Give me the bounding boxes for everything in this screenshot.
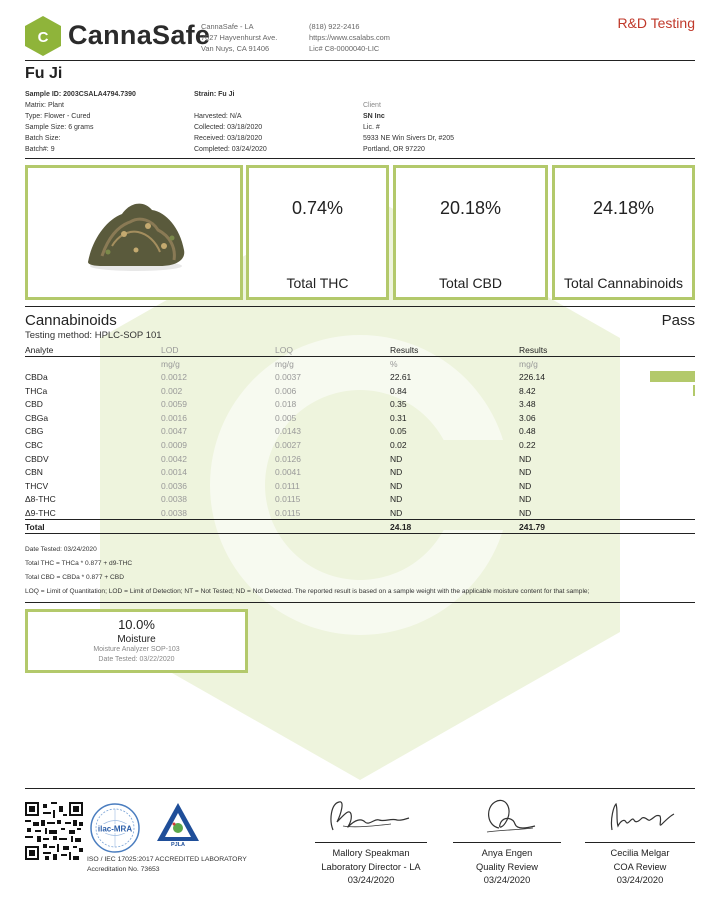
table-row <box>25 411 695 425</box>
table-total-row <box>25 520 695 534</box>
total-thc-box <box>246 165 389 300</box>
client-info: Client SN Inc Lic. # 5933 NE Win Sivers Dr, #205 Portland, OR 97220 <box>363 102 455 153</box>
total-mg: 241.79 <box>519 520 649 534</box>
cell-loq: 0.005 <box>275 412 297 423</box>
svg-text:PJLA: PJLA <box>170 842 186 847</box>
cell-lod: 0.0038 <box>161 507 187 518</box>
cell-pct: ND <box>390 467 403 478</box>
cell-lod: 0.0059 <box>161 399 187 410</box>
moisture-label: Moisture <box>117 634 156 645</box>
logo-letter: C <box>37 29 49 46</box>
qr-code-icon[interactable] <box>25 802 83 860</box>
cell-analyte: CBD <box>25 399 43 410</box>
cell-lod: 0.0042 <box>161 453 187 464</box>
table-row <box>25 397 695 411</box>
cell-lod: 0.0012 <box>161 371 187 382</box>
table-row <box>25 384 695 398</box>
cell-pct: ND <box>390 453 403 464</box>
sample-name: Fu Ji <box>25 65 63 82</box>
cell-loq: 0.0037 <box>275 371 301 382</box>
table-row <box>25 452 695 466</box>
table-units-row: mg/g mg/g % mg/g <box>161 358 538 369</box>
cell-loq: 0.0115 <box>275 507 301 518</box>
cell-analyte: CBDa <box>25 371 48 382</box>
lab-phone: (818) 922-2416 <box>309 22 360 31</box>
lab-contact <box>309 21 390 54</box>
moisture-value: 10.0% <box>118 617 155 632</box>
table-row <box>25 479 695 493</box>
accreditation-text: ISO / IEC 17025:2017 ACCREDITED LABORATORY Accreditation No. 73653 <box>87 856 247 873</box>
flower-photo-icon <box>78 190 194 276</box>
table-row <box>25 465 695 479</box>
cannasafe-logo-icon <box>25 16 61 56</box>
sample-photo-box <box>25 165 243 300</box>
table-row <box>25 493 695 507</box>
table-row <box>25 370 695 384</box>
info-divider <box>25 158 695 159</box>
cell-mg: ND <box>519 494 532 505</box>
cell-analyte: THCa <box>25 385 48 396</box>
header-divider <box>25 60 695 61</box>
cell-mg: 226.14 <box>519 371 545 382</box>
report-type: R&D Testing <box>617 15 695 31</box>
footer-divider <box>25 788 695 789</box>
signature-block-coa <box>585 796 695 888</box>
sample-info-col1: Sample ID: 2003CSALA4794.7390 Matrix: Plant Type: Flower - Cured Sample Size: 6 grams Batch Size: Batch#: 9 <box>25 91 136 153</box>
signer-name: Cecilia Melgar <box>610 848 670 858</box>
cell-analyte: CBC <box>25 439 43 450</box>
cell-pct: ND <box>390 480 403 491</box>
cell-pct: 0.35 <box>390 399 407 410</box>
total-thc-label: Total THC <box>286 275 349 291</box>
svg-text:ilac-MRA: ilac-MRA <box>97 824 133 834</box>
results-legend: LOQ = Limit of Quantitation; LOD = Limit of Detection; NT = Not Tested; ND = Not Detected. The reported result is based on a sample weight with the applicable moisture content for that sample; <box>25 588 590 595</box>
cell-mg: ND <box>519 467 532 478</box>
cell-loq: 0.0111 <box>275 480 300 491</box>
cell-lod: 0.0009 <box>161 439 187 450</box>
total-cbd-box <box>393 165 548 300</box>
cell-lod: 0.0016 <box>161 412 187 423</box>
signer-date: 03/24/2020 <box>616 875 664 885</box>
cell-analyte: Δ8-THC <box>25 494 56 505</box>
cell-mg: 3.48 <box>519 399 536 410</box>
cell-lod: 0.0036 <box>161 480 187 491</box>
lab-address: CannaSafe - LA 7027 Hayvenhurst Ave. Van Nuys, CA 91406 <box>201 22 278 53</box>
cell-pct: 0.05 <box>390 426 407 437</box>
testing-method: Testing method: HPLC-SOP 101 <box>25 330 162 341</box>
cell-analyte: CBDV <box>25 453 49 464</box>
cell-mg: ND <box>519 507 532 518</box>
signature-icon <box>321 796 421 840</box>
cell-pct: ND <box>390 507 403 518</box>
signature-icon <box>457 796 557 840</box>
lab-license: Lic# C8-0000040-LIC <box>309 44 380 53</box>
signer-date: 03/24/2020 <box>347 875 395 885</box>
table-row <box>25 506 695 520</box>
cell-loq: 0.0126 <box>275 453 301 464</box>
cannabinoids-title: Cannabinoids <box>25 312 117 329</box>
ilac-mra-icon <box>90 803 140 853</box>
cell-lod: 0.0038 <box>161 494 187 505</box>
cell-pct: ND <box>390 494 403 505</box>
signature-block-director <box>315 796 427 888</box>
total-cannabinoids-label: Total Cannabinoids <box>563 275 684 291</box>
table-row <box>25 438 695 452</box>
cell-mg: 0.22 <box>519 439 536 450</box>
total-cbd-label: Total CBD <box>438 275 503 291</box>
thc-formula: Total THC = THCa * 0.877 + d9-THC <box>25 560 133 567</box>
signer-date: 03/24/2020 <box>483 875 531 885</box>
cannabinoids-status: Pass <box>661 312 695 329</box>
signer-title: Laboratory Director - LA <box>321 861 421 872</box>
cell-analyte: CBG <box>25 426 44 437</box>
summary-divider <box>25 306 695 307</box>
signer-title: COA Review <box>613 861 667 872</box>
cell-mg: 0.48 <box>519 426 536 437</box>
moisture-method: Moisture Analyzer SOP-103 <box>93 646 180 653</box>
total-thc-value: 0.74% <box>291 198 344 218</box>
moisture-date: Date Tested: 03/22/2020 <box>98 656 175 663</box>
cell-loq: 0.0115 <box>275 494 301 505</box>
pjla-icon <box>155 801 201 847</box>
cell-mg: 8.42 <box>519 385 536 396</box>
cell-lod: 0.002 <box>161 385 183 396</box>
cannabinoids-table <box>25 343 695 534</box>
total-cannabinoids-value: 24.18% <box>592 198 655 218</box>
cell-analyte: CBN <box>25 467 43 478</box>
total-pct: 24.18 <box>390 520 519 534</box>
brand-name: CannaSafe <box>68 20 211 50</box>
total-label: Total <box>25 520 161 534</box>
result-bar <box>693 385 695 396</box>
cell-pct: 0.31 <box>390 412 407 423</box>
cell-loq: 0.018 <box>275 399 297 410</box>
table-header-row: Analyte LOD LOQ Results Results <box>25 343 695 357</box>
cell-pct: 0.02 <box>390 439 407 450</box>
cbd-formula: Total CBD = CBDa * 0.877 + CBD <box>25 574 124 581</box>
signature-block-quality <box>453 796 561 888</box>
cell-lod: 0.0047 <box>161 426 187 437</box>
cell-analyte: THCV <box>25 480 49 491</box>
signature-icon <box>590 796 690 840</box>
total-cbd-value: 20.18% <box>439 198 502 218</box>
signer-name: Mallory Speakman <box>332 848 410 858</box>
lab-website-link[interactable]: https://www.csalabs.com <box>309 33 390 42</box>
date-tested: Date Tested: 03/24/2020 <box>25 546 97 553</box>
cell-lod: 0.0014 <box>161 467 187 478</box>
cell-loq: 0.006 <box>275 385 297 396</box>
cell-loq: 0.0027 <box>275 439 301 450</box>
table-row <box>25 425 695 439</box>
signer-title: Quality Review <box>475 861 538 872</box>
cell-mg: ND <box>519 480 532 491</box>
result-bar <box>650 371 695 382</box>
cell-loq: 0.0143 <box>275 426 301 437</box>
cell-mg: ND <box>519 453 532 464</box>
moisture-box <box>25 609 248 673</box>
cell-analyte: CBGa <box>25 412 49 423</box>
notes-divider <box>25 602 695 603</box>
cell-mg: 3.06 <box>519 412 536 423</box>
signer-name: Anya Engen <box>481 848 533 858</box>
cell-pct: 0.84 <box>390 385 407 396</box>
cell-loq: 0.0041 <box>275 467 301 478</box>
sample-info-col2: Strain: Fu Ji Harvested: N/A Collected: 03/18/2020 Received: 03/18/2020 Completed: 03/24/2020 <box>194 91 267 153</box>
cell-analyte: Δ9-THC <box>25 507 56 518</box>
cell-pct: 22.61 <box>390 371 412 382</box>
total-cannabinoids-box <box>552 165 695 300</box>
